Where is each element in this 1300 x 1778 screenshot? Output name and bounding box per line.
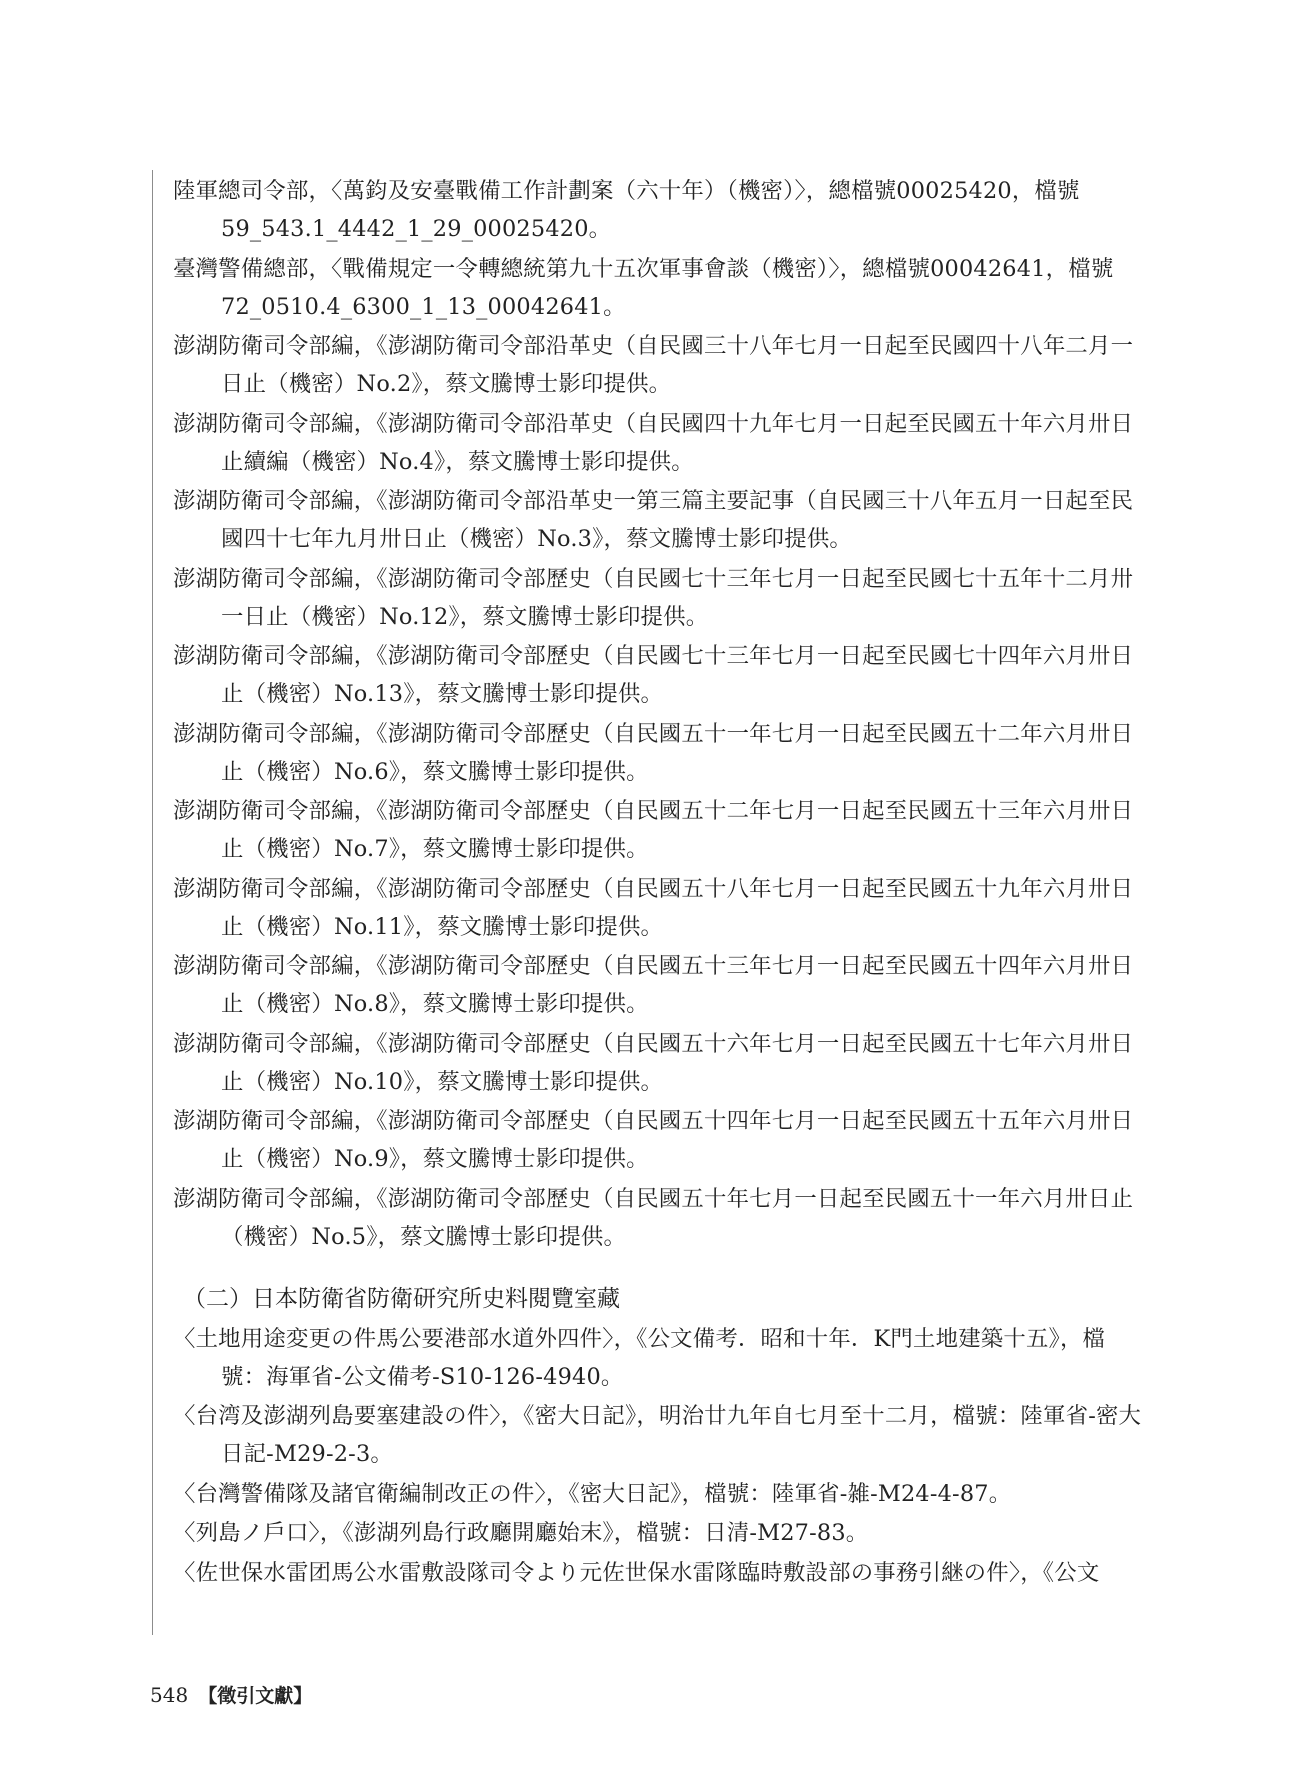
citation-entry: 〈土地用途変更の件馬公要港部水道外四件〉，《公文備考．昭和十年．K門土地建築十五》，檔號：海軍省-公文備考-S10-126-4940。 bbox=[173, 1325, 1106, 1390]
citation-entry: 澎湖防衛司令部編，《澎湖防衛司令部歷史（自民國五十六年七月一日起至民國五十七年六月卅日止（機密）No.10》，蔡文騰博士影印提供。 bbox=[173, 1030, 1134, 1095]
citation-entry: 澎湖防衛司令部編，《澎湖防衛司令部歷史（自民國五十四年七月一日起至民國五十五年六月卅日止（機密）No.9》，蔡文騰博士影印提供。 bbox=[173, 1108, 1134, 1172]
citation-entry: 臺灣警備總部，〈戰備規定一令轉總統第九十五次軍事會談（機密）〉，總檔號00042641，檔號72_0510.4_6300_1_13_00042641。 bbox=[173, 255, 1114, 320]
citation-entry: 澎湖防衛司令部編，《澎湖防衛司令部歷史（自民國五十年七月一日起至民國五十一年六月卅日止（機密）No.5》，蔡文騰博士影印提供。 bbox=[173, 1185, 1134, 1250]
citation-entry: 〈台湾及澎湖列島要塞建設の件〉，《密大日記》，明治廿九年自七月至十二月，檔號：陸軍省-密大日記-M29-2-3。 bbox=[173, 1403, 1142, 1467]
citation-entry: 澎湖防衛司令部編，《澎湖防衛司令部歷史（自民國五十二年七月一日起至民國五十三年六月卅日止（機密）No.7》，蔡文騰博士影印提供。 bbox=[173, 798, 1134, 862]
citation-entry: 澎湖防衛司令部編，《澎湖防衛司令部歷史（自民國五十一年七月一日起至民國五十二年六月卅日止（機密）No.6》，蔡文騰博士影印提供。 bbox=[173, 720, 1134, 785]
citation-entry: 〈台灣警備隊及諸官衛編制改正の件〉，《密大日記》，檔號：陸軍省-雑-M24-4-87。 bbox=[173, 1480, 1012, 1507]
citation-entry: 澎湖防衛司令部編，《澎湖防衛司令部沿革史（自民國四十九年七月一日起至民國五十年六月卅日止續編（機密）No.4》，蔡文騰博士影印提供。 bbox=[173, 410, 1134, 475]
page-footer bbox=[150, 1681, 312, 1710]
citation-entry: 澎湖防衛司令部編，《澎湖防衛司令部歷史（自民國七十三年七月一日起至民國七十五年十二月卅一日止（機密）No.12》，蔡文騰博士影印提供。 bbox=[173, 565, 1134, 630]
citation-entry: 〈佐世保水雷团馬公水雷敷設隊司令より元佐世保水雷隊臨時敷設部の事務引継の件〉，《公文 bbox=[173, 1559, 1100, 1586]
margin-rule bbox=[152, 170, 153, 1635]
citation-entry: 澎湖防衛司令部編，《澎湖防衛司令部歷史（自民國七十三年七月一日起至民國七十四年六月卅日止（機密）No.13》，蔡文騰博士影印提供。 bbox=[173, 643, 1134, 707]
section-heading: （二）日本防衛省防衛研究所史料閱覽室藏 bbox=[183, 1285, 620, 1312]
citation-entry: 澎湖防衛司令部編，《澎湖防衛司令部沿革史（自民國三十八年七月一日起至民國四十八年二月一日止（機密）No.2》，蔡文騰博士影印提供。 bbox=[173, 333, 1134, 397]
citation-entry: 澎湖防衛司令部編，《澎湖防衛司令部歷史（自民國五十八年七月一日起至民國五十九年六月卅日止（機密）No.11》，蔡文騰博士影印提供。 bbox=[173, 875, 1134, 940]
citation-entry: 〈列島ノ戶口〉，《澎湖列島行政廳開廳始末》，檔號：日清-M27-83。 bbox=[173, 1520, 869, 1546]
running-title: 【徵引文獻】 bbox=[198, 1685, 313, 1707]
citation-entry: 澎湖防衛司令部編，《澎湖防衛司令部歷史（自民國五十三年七月一日起至民國五十四年六月卅日止（機密）No.8》，蔡文騰博士影印提供。 bbox=[173, 953, 1134, 1017]
citation-entry: 澎湖防衛司令部編，《澎湖防衛司令部沿革史一第三篇主要記事（自民國三十八年五月一日起至民國四十七年九月卅日止（機密）No.3》，蔡文騰博士影印提供。 bbox=[173, 488, 1134, 552]
citation-entry: 陸軍總司令部，〈萬鈞及安臺戰備工作計劃案（六十年）（機密）〉，總檔號00025420，檔號59_543.1_4442_1_29_00025420。 bbox=[173, 178, 1080, 242]
page-number: 548 bbox=[150, 1683, 189, 1707]
page-body bbox=[173, 172, 1143, 1593]
